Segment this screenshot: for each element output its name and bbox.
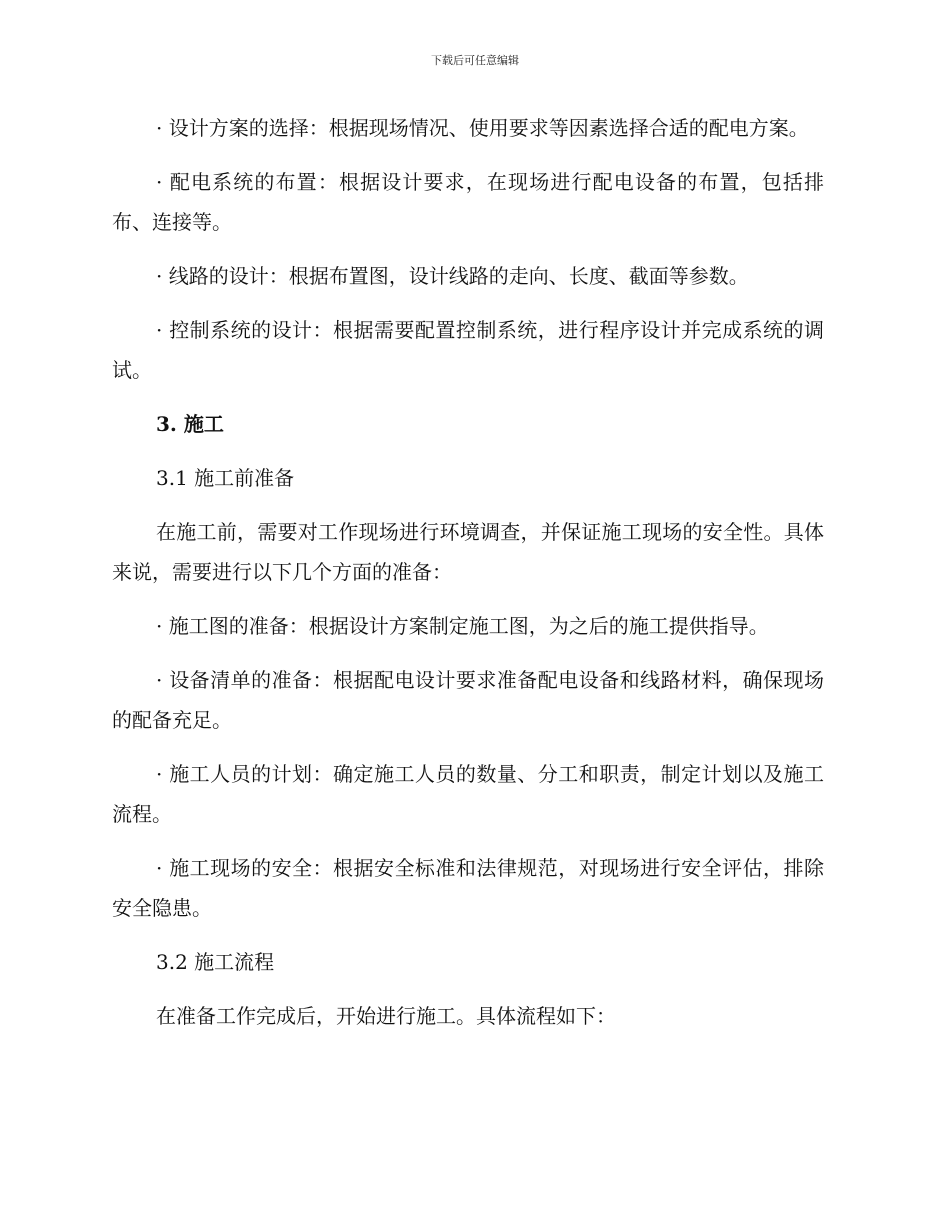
bullet-design-plan-selection: · 设计方案的选择：根据现场情况、使用要求等因素选择合适的配电方案。 [156, 116, 809, 140]
bullet-site-safety: · 施工现场的安全：根据安全标准和法律规范，对现场进行安全评估，排除安全隐患。 [112, 856, 824, 920]
subsection-heading-preparation: 3.1 施工前准备 [156, 466, 295, 490]
bullet-line-design: · 线路的设计：根据布置图，设计线路的走向、长度、截面等参数。 [156, 264, 749, 288]
bullet-construction-drawing: · 施工图的准备：根据设计方案制定施工图，为之后的施工提供指导。 [156, 614, 769, 638]
document-body [112, 108, 824, 1050]
paragraph-preparation-intro: 在施工前，需要对工作现场进行环境调查，并保证施工现场的安全性。具体来说，需要进行以下几个方面的准备： [112, 520, 824, 584]
bullet-staff-plan: · 施工人员的计划：确定施工人员的数量、分工和职责，制定计划以及施工流程。 [112, 762, 824, 826]
section-heading-construction: 3. 施工 [156, 412, 224, 436]
bullet-equipment-list: · 设备清单的准备：根据配电设计要求准备配电设备和线路材料，确保现场的配备充足。 [112, 668, 824, 732]
paragraph-process-intro: 在准备工作完成后，开始进行施工。具体流程如下： [156, 1004, 616, 1028]
bullet-control-system-design: · 控制系统的设计：根据需要配置控制系统，进行程序设计并完成系统的调试。 [112, 318, 824, 382]
bullet-distribution-layout: · 配电系统的布置：根据设计要求，在现场进行配电设备的布置，包括排布、连接等。 [112, 170, 824, 234]
subsection-heading-process: 3.2 施工流程 [156, 950, 275, 974]
page-header: 下载后可任意编辑 [431, 54, 519, 67]
